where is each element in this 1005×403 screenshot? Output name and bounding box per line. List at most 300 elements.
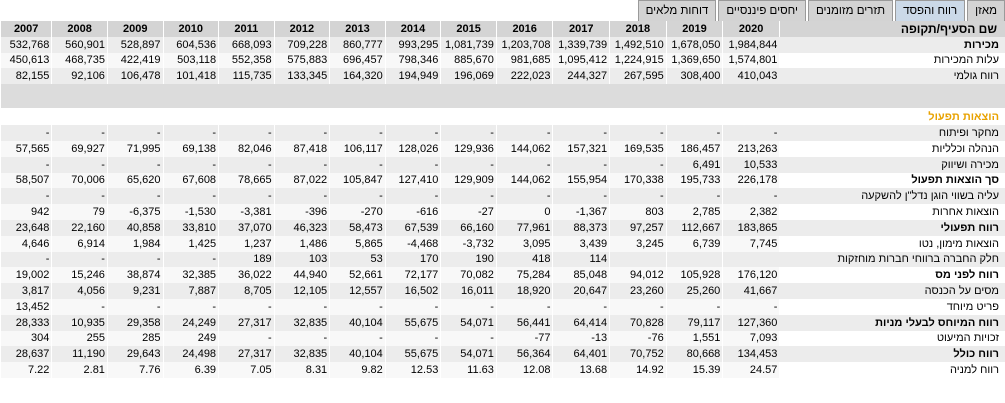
value-cell: 58,507 bbox=[1, 173, 52, 189]
tab-balance-sheet[interactable]: מאזן bbox=[967, 0, 1005, 21]
value-cell: 190 bbox=[441, 252, 497, 268]
row-label: פריט מיוחד bbox=[779, 299, 1005, 315]
table-row bbox=[1, 53, 1005, 69]
value-cell: 9,231 bbox=[107, 283, 163, 299]
value-cell: 40,858 bbox=[107, 220, 163, 236]
value-cell: 255 bbox=[52, 331, 108, 347]
value-cell: 55,675 bbox=[385, 346, 441, 362]
value-cell: 57,565 bbox=[1, 141, 52, 157]
value-cell: - bbox=[107, 188, 163, 204]
year-header: 2020 bbox=[723, 21, 780, 37]
value-cell: 267,595 bbox=[610, 68, 667, 84]
row-label: סך הוצאות תפעול bbox=[779, 173, 1005, 189]
value-cell: 70,006 bbox=[52, 173, 108, 189]
value-cell: 28,637 bbox=[1, 346, 52, 362]
table-row bbox=[1, 236, 1005, 252]
value-cell: - bbox=[330, 299, 386, 315]
value-cell: - bbox=[330, 157, 386, 173]
value-cell: 1,984,844 bbox=[723, 37, 780, 53]
value-cell: 468,735 bbox=[52, 53, 108, 69]
value-cell: - bbox=[1, 157, 52, 173]
year-header: 2009 bbox=[107, 21, 163, 37]
value-cell: 71,995 bbox=[107, 141, 163, 157]
value-cell: 75,284 bbox=[496, 267, 553, 283]
row-label: הוצאות אחרות bbox=[779, 204, 1005, 220]
value-cell: 70,752 bbox=[610, 346, 667, 362]
value-cell: 14.92 bbox=[610, 362, 667, 378]
value-cell: 6,739 bbox=[666, 236, 723, 252]
value-cell: 183,865 bbox=[723, 220, 780, 236]
value-cell: 46,323 bbox=[274, 220, 330, 236]
value-cell: 18,920 bbox=[496, 283, 553, 299]
table-row bbox=[1, 37, 1005, 53]
value-cell: - bbox=[163, 157, 219, 173]
value-cell: 12,557 bbox=[330, 283, 386, 299]
value-cell: - bbox=[107, 125, 163, 141]
value-cell: 54,071 bbox=[441, 346, 497, 362]
value-cell: 12.08 bbox=[496, 362, 553, 378]
row-label: חלק החברה ברווחי חברות מוחזקות bbox=[779, 252, 1005, 268]
value-cell: 5,865 bbox=[330, 236, 386, 252]
value-cell: 103 bbox=[274, 252, 330, 268]
value-cell: 560,901 bbox=[52, 37, 108, 53]
value-cell: 144,062 bbox=[496, 141, 553, 157]
value-cell: - bbox=[441, 157, 497, 173]
value-cell: 1,237 bbox=[219, 236, 275, 252]
value-cell: 3,439 bbox=[553, 236, 610, 252]
value-cell: 1,678,050 bbox=[666, 37, 723, 53]
value-cell: 56,441 bbox=[496, 315, 553, 331]
value-cell: 11,190 bbox=[52, 346, 108, 362]
value-cell: 1,224,915 bbox=[610, 53, 667, 69]
value-cell: 528,897 bbox=[107, 37, 163, 53]
value-cell: 127,410 bbox=[385, 173, 441, 189]
value-cell: 82,155 bbox=[1, 68, 52, 84]
value-cell: 101,418 bbox=[163, 68, 219, 84]
tab-cash-flow[interactable]: תזרים מזומנים bbox=[808, 0, 893, 21]
value-cell: - bbox=[52, 157, 108, 173]
value-cell: 6,914 bbox=[52, 236, 108, 252]
value-cell: 64,401 bbox=[553, 346, 610, 362]
row-label: הוצאות מימון, נטו bbox=[779, 236, 1005, 252]
value-cell: 249 bbox=[163, 331, 219, 347]
value-cell: 29,358 bbox=[107, 315, 163, 331]
value-cell: - bbox=[666, 125, 723, 141]
value-cell: 1,984 bbox=[107, 236, 163, 252]
value-cell: 24,249 bbox=[163, 315, 219, 331]
value-cell: -3,381 bbox=[219, 204, 275, 220]
value-cell: 8.31 bbox=[274, 362, 330, 378]
value-cell: - bbox=[52, 188, 108, 204]
value-cell: 19,002 bbox=[1, 267, 52, 283]
value-cell: - bbox=[385, 125, 441, 141]
value-cell: - bbox=[723, 188, 780, 204]
value-cell: 13.68 bbox=[553, 362, 610, 378]
value-cell: 170 bbox=[385, 252, 441, 268]
value-cell: - bbox=[330, 125, 386, 141]
value-cell: - bbox=[385, 157, 441, 173]
value-cell: 3,095 bbox=[496, 236, 553, 252]
value-cell: 4,056 bbox=[52, 283, 108, 299]
section-title: הוצאות תפעול bbox=[779, 108, 1005, 125]
value-cell: 58,473 bbox=[330, 220, 386, 236]
year-header: 2010 bbox=[163, 21, 219, 37]
value-cell: 222,023 bbox=[496, 68, 553, 84]
value-cell: - bbox=[385, 188, 441, 204]
value-cell: 2.81 bbox=[52, 362, 108, 378]
value-cell: 105,847 bbox=[330, 173, 386, 189]
section-header-row bbox=[1, 108, 1005, 125]
value-cell: -270 bbox=[330, 204, 386, 220]
row-label: מחקר ופיתוח bbox=[779, 125, 1005, 141]
value-cell: 213,263 bbox=[723, 141, 780, 157]
value-cell: 422,419 bbox=[107, 53, 163, 69]
table-row bbox=[1, 283, 1005, 299]
year-header: 2011 bbox=[219, 21, 275, 37]
value-cell: 10,533 bbox=[723, 157, 780, 173]
value-cell: 285 bbox=[107, 331, 163, 347]
value-cell: - bbox=[441, 125, 497, 141]
value-cell: 15.39 bbox=[666, 362, 723, 378]
value-cell: - bbox=[496, 125, 553, 141]
value-cell: 38,874 bbox=[107, 267, 163, 283]
value-cell: 1,551 bbox=[666, 331, 723, 347]
table-row bbox=[1, 141, 1005, 157]
value-cell bbox=[666, 252, 723, 268]
value-cell: 503,118 bbox=[163, 53, 219, 69]
value-cell: 696,457 bbox=[330, 53, 386, 69]
table-row bbox=[1, 299, 1005, 315]
value-cell: 16,502 bbox=[385, 283, 441, 299]
value-cell: 942 bbox=[1, 204, 52, 220]
value-cell: 1,369,650 bbox=[666, 53, 723, 69]
value-cell: 157,321 bbox=[553, 141, 610, 157]
value-cell: 88,373 bbox=[553, 220, 610, 236]
value-cell: - bbox=[219, 188, 275, 204]
value-cell: 53 bbox=[330, 252, 386, 268]
value-cell: 70,082 bbox=[441, 267, 497, 283]
value-cell: 4,646 bbox=[1, 236, 52, 252]
year-header: 2013 bbox=[330, 21, 386, 37]
value-cell: 1,425 bbox=[163, 236, 219, 252]
value-cell: 85,048 bbox=[553, 267, 610, 283]
value-cell: 97,257 bbox=[610, 220, 667, 236]
value-cell: 56,364 bbox=[496, 346, 553, 362]
value-cell: 24,498 bbox=[163, 346, 219, 362]
table-row bbox=[1, 68, 1005, 84]
value-cell: 304 bbox=[1, 331, 52, 347]
value-cell: 23,260 bbox=[610, 283, 667, 299]
value-cell: - bbox=[610, 188, 667, 204]
value-cell: 7,745 bbox=[723, 236, 780, 252]
value-cell: 186,457 bbox=[666, 141, 723, 157]
value-cell: - bbox=[610, 299, 667, 315]
value-cell: 575,883 bbox=[274, 53, 330, 69]
table-row bbox=[1, 204, 1005, 220]
value-cell: 668,093 bbox=[219, 37, 275, 53]
table-row bbox=[1, 220, 1005, 236]
value-cell: 127,360 bbox=[723, 315, 780, 331]
value-cell: 67,608 bbox=[163, 173, 219, 189]
value-cell: 133,345 bbox=[274, 68, 330, 84]
value-cell: - bbox=[723, 125, 780, 141]
row-label: עלות המכירות bbox=[779, 53, 1005, 69]
value-cell: - bbox=[496, 188, 553, 204]
value-cell: 532,768 bbox=[1, 37, 52, 53]
value-cell: 170,338 bbox=[610, 173, 667, 189]
value-cell: 64,414 bbox=[553, 315, 610, 331]
value-cell: 1,486 bbox=[274, 236, 330, 252]
table-row bbox=[1, 267, 1005, 283]
value-cell: - bbox=[553, 157, 610, 173]
table-row bbox=[1, 157, 1005, 173]
value-cell: 115,735 bbox=[219, 68, 275, 84]
value-cell: 32,385 bbox=[163, 267, 219, 283]
value-cell: - bbox=[52, 125, 108, 141]
value-cell: 226,178 bbox=[723, 173, 780, 189]
value-cell: 803 bbox=[610, 204, 667, 220]
table-row bbox=[1, 173, 1005, 189]
value-cell: 3,245 bbox=[610, 236, 667, 252]
value-cell: 450,613 bbox=[1, 53, 52, 69]
value-cell: 1,095,412 bbox=[553, 53, 610, 69]
value-cell: 709,228 bbox=[274, 37, 330, 53]
value-cell: 114 bbox=[553, 252, 610, 268]
value-cell: 993,295 bbox=[385, 37, 441, 53]
value-cell: 12.53 bbox=[385, 362, 441, 378]
value-cell: 65,620 bbox=[107, 173, 163, 189]
value-cell bbox=[723, 252, 780, 268]
value-cell: 10,935 bbox=[52, 315, 108, 331]
profit-loss-table bbox=[0, 21, 1005, 378]
value-cell: 164,320 bbox=[330, 68, 386, 84]
value-cell: 7,093 bbox=[723, 331, 780, 347]
value-cell: - bbox=[553, 188, 610, 204]
value-cell: 11.63 bbox=[441, 362, 497, 378]
value-cell: 9.82 bbox=[330, 362, 386, 378]
value-cell: 860,777 bbox=[330, 37, 386, 53]
value-cell: - bbox=[1, 252, 52, 268]
value-cell: - bbox=[553, 125, 610, 141]
value-cell: 67,539 bbox=[385, 220, 441, 236]
value-cell: 78,665 bbox=[219, 173, 275, 189]
value-cell: 7.76 bbox=[107, 362, 163, 378]
value-cell: 798,346 bbox=[385, 53, 441, 69]
row-label: מכירה ושיווק bbox=[779, 157, 1005, 173]
value-cell: 129,909 bbox=[441, 173, 497, 189]
value-cell: 16,011 bbox=[441, 283, 497, 299]
value-cell: - bbox=[274, 299, 330, 315]
value-cell: 69,927 bbox=[52, 141, 108, 157]
row-label: רווח תפעולי bbox=[779, 220, 1005, 236]
value-cell: 1,492,510 bbox=[610, 37, 667, 53]
value-cell: -6,375 bbox=[107, 204, 163, 220]
value-cell: 1,339,739 bbox=[553, 37, 610, 53]
spacer-cell bbox=[1, 84, 1005, 108]
tab-profit-loss[interactable]: רווח והפסד bbox=[895, 0, 965, 21]
value-cell: 155,954 bbox=[553, 173, 610, 189]
value-cell: - bbox=[441, 188, 497, 204]
spacer-row bbox=[1, 84, 1005, 108]
value-cell: 87,022 bbox=[274, 173, 330, 189]
tab-financial-ratios[interactable]: יחסים פיננסיים bbox=[718, 0, 806, 21]
value-cell: 20,647 bbox=[553, 283, 610, 299]
value-cell: - bbox=[274, 331, 330, 347]
value-cell: - bbox=[610, 157, 667, 173]
value-cell: 144,062 bbox=[496, 173, 553, 189]
value-cell: 66,160 bbox=[441, 220, 497, 236]
value-cell: - bbox=[219, 331, 275, 347]
year-header: 2019 bbox=[666, 21, 723, 37]
value-cell: 885,670 bbox=[441, 53, 497, 69]
value-cell: 23,648 bbox=[1, 220, 52, 236]
value-cell: -1,530 bbox=[163, 204, 219, 220]
value-cell: - bbox=[52, 252, 108, 268]
value-cell: 37,070 bbox=[219, 220, 275, 236]
value-cell: - bbox=[163, 125, 219, 141]
value-cell: 196,069 bbox=[441, 68, 497, 84]
value-cell: 55,675 bbox=[385, 315, 441, 331]
value-cell: 2,785 bbox=[666, 204, 723, 220]
value-cell: -27 bbox=[441, 204, 497, 220]
year-header: 2008 bbox=[52, 21, 108, 37]
value-cell: 176,120 bbox=[723, 267, 780, 283]
value-cell: 128,026 bbox=[385, 141, 441, 157]
value-cell: - bbox=[163, 188, 219, 204]
value-cell: -77 bbox=[496, 331, 553, 347]
value-cell: 244,327 bbox=[553, 68, 610, 84]
value-cell: 106,117 bbox=[330, 141, 386, 157]
year-header: 2015 bbox=[441, 21, 497, 37]
value-cell: - bbox=[219, 125, 275, 141]
value-cell: 106,478 bbox=[107, 68, 163, 84]
value-cell: - bbox=[163, 299, 219, 315]
value-cell: 1,203,708 bbox=[496, 37, 553, 53]
tab-full-reports[interactable]: דוחות מלאים bbox=[638, 0, 717, 21]
row-label: רווח כולל bbox=[779, 346, 1005, 362]
value-cell: - bbox=[219, 299, 275, 315]
value-cell: - bbox=[723, 299, 780, 315]
year-header: 2012 bbox=[274, 21, 330, 37]
value-cell: - bbox=[553, 299, 610, 315]
value-cell: - bbox=[666, 188, 723, 204]
value-cell: - bbox=[610, 125, 667, 141]
value-cell: - bbox=[219, 157, 275, 173]
value-cell: - bbox=[441, 299, 497, 315]
value-cell: 52,661 bbox=[330, 267, 386, 283]
value-cell: - bbox=[107, 157, 163, 173]
value-cell bbox=[610, 252, 667, 268]
table-header-row bbox=[1, 21, 1005, 37]
value-cell: 8,705 bbox=[219, 283, 275, 299]
value-cell: 41,667 bbox=[723, 283, 780, 299]
value-cell: - bbox=[107, 299, 163, 315]
value-cell: 169,535 bbox=[610, 141, 667, 157]
value-cell: - bbox=[1, 188, 52, 204]
value-cell: 552,358 bbox=[219, 53, 275, 69]
row-label: הנהלה וכלליות bbox=[779, 141, 1005, 157]
value-cell: 308,400 bbox=[666, 68, 723, 84]
value-cell: 981,685 bbox=[496, 53, 553, 69]
value-cell: 29,643 bbox=[107, 346, 163, 362]
row-label: עליה בשווי הוגן נדל"ן להשקעה bbox=[779, 188, 1005, 204]
value-cell: 13,452 bbox=[1, 299, 52, 315]
value-cell: 7.22 bbox=[1, 362, 52, 378]
table-row bbox=[1, 315, 1005, 331]
table-row bbox=[1, 252, 1005, 268]
row-label: מסים על הכנסה bbox=[779, 283, 1005, 299]
value-cell: 40,104 bbox=[330, 346, 386, 362]
report-tabs bbox=[636, 0, 1005, 21]
value-cell: -4,468 bbox=[385, 236, 441, 252]
value-cell: 24.57 bbox=[723, 362, 780, 378]
value-cell: 129,936 bbox=[441, 141, 497, 157]
year-header: 2017 bbox=[553, 21, 610, 37]
value-cell: 72,177 bbox=[385, 267, 441, 283]
value-cell: - bbox=[385, 299, 441, 315]
value-cell: 36,022 bbox=[219, 267, 275, 283]
value-cell: 27,317 bbox=[219, 315, 275, 331]
value-cell: 6.39 bbox=[163, 362, 219, 378]
value-cell: 7,887 bbox=[163, 283, 219, 299]
row-label: מכירות bbox=[779, 37, 1005, 53]
value-cell: 0 bbox=[496, 204, 553, 220]
table-row bbox=[1, 331, 1005, 347]
value-cell: - bbox=[163, 252, 219, 268]
value-cell: - bbox=[1, 125, 52, 141]
value-cell: -616 bbox=[385, 204, 441, 220]
value-cell: 2,382 bbox=[723, 204, 780, 220]
value-cell: 22,160 bbox=[52, 220, 108, 236]
value-cell: -3,732 bbox=[441, 236, 497, 252]
year-header: 2007 bbox=[1, 21, 52, 37]
value-cell: - bbox=[496, 157, 553, 173]
value-cell: - bbox=[274, 125, 330, 141]
value-cell: 604,536 bbox=[163, 37, 219, 53]
value-cell: 12,105 bbox=[274, 283, 330, 299]
value-cell: 194,949 bbox=[385, 68, 441, 84]
year-header: 2018 bbox=[610, 21, 667, 37]
value-cell: 92,106 bbox=[52, 68, 108, 84]
value-cell: 32,835 bbox=[274, 346, 330, 362]
row-label: זכויות המיעוט bbox=[779, 331, 1005, 347]
value-cell: - bbox=[666, 299, 723, 315]
table-row bbox=[1, 188, 1005, 204]
value-cell: 44,940 bbox=[274, 267, 330, 283]
row-label: רווח לפני מס bbox=[779, 267, 1005, 283]
value-cell: 189 bbox=[219, 252, 275, 268]
year-header: 2014 bbox=[385, 21, 441, 37]
value-cell: 6,491 bbox=[666, 157, 723, 173]
value-cell: 15,246 bbox=[52, 267, 108, 283]
value-cell: 410,043 bbox=[723, 68, 780, 84]
value-cell: 70,828 bbox=[610, 315, 667, 331]
value-cell: - bbox=[496, 299, 553, 315]
value-cell: 33,810 bbox=[163, 220, 219, 236]
value-cell: 3,817 bbox=[1, 283, 52, 299]
value-cell: -76 bbox=[610, 331, 667, 347]
value-cell: -1,367 bbox=[553, 204, 610, 220]
period-name-header: שם הסעיף/תקופה bbox=[779, 21, 1005, 37]
value-cell: - bbox=[52, 299, 108, 315]
value-cell: 54,071 bbox=[441, 315, 497, 331]
value-cell: 80,668 bbox=[666, 346, 723, 362]
value-cell: 112,667 bbox=[666, 220, 723, 236]
table-row bbox=[1, 125, 1005, 141]
value-cell: 94,012 bbox=[610, 267, 667, 283]
section-spacer bbox=[1, 108, 780, 125]
value-cell: 28,333 bbox=[1, 315, 52, 331]
